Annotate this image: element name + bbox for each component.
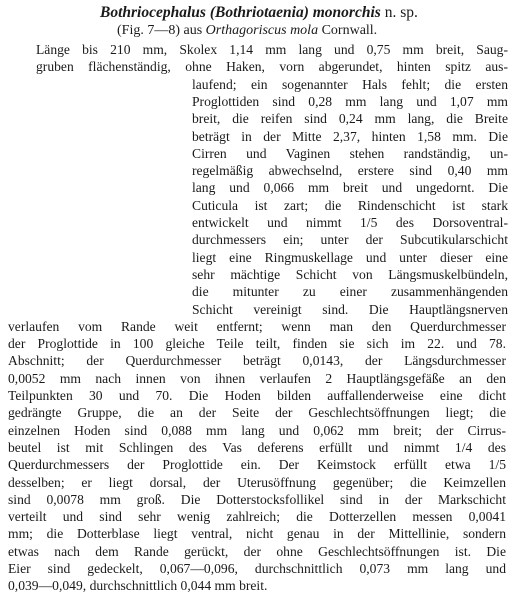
text-line: mm; die Dotterblase liegt ventral, nicht genau in der Mittellinie, sondern (8, 526, 506, 542)
text-line: regelmäßig abwechselnd, erstere sind 0,40 mm (192, 163, 508, 179)
text-line: Eier sind gedeckelt, 0,067—0,096, durchschnittlich 0,073 mm lang und (8, 561, 506, 576)
text-line: Teilpunkten 30 und 70. Die Hoden bilden auffallenderweise eine dicht (8, 388, 506, 403)
figure-reference: (Fig. 7—8) aus (117, 23, 203, 38)
text-line: Querdurchmessers der Proglottide ein. Der Keimstock erfüllt etwa 1/5 (8, 457, 506, 473)
text-line: beträgt in der Mitte 2,37, hinten 1,58 mm. Die (192, 128, 508, 144)
text-line: Abschnitt; der Querdurchmesser beträgt 0,0143, der Längsdurchmesser (8, 353, 506, 369)
collection-location: Cornwall. (321, 23, 378, 38)
text-line: Schicht vereinigt sind. Die Hauptlängsnerven (192, 301, 508, 317)
text-line: entwickelt und nimmt 1/5 des Dorsoventral- (192, 215, 508, 230)
text-line: etwas nach dem Rande gerückt, der ohne Geschlechtsöffnungen ist. Die (8, 543, 506, 559)
text-line: verlaufen vom Rande weit entfernt; wenn man den Querdurchmesser (8, 318, 506, 334)
text-line: beutel ist mit Schlingen des Vas deferens erfüllt und nimmt 1/4 des (8, 439, 506, 455)
text-line: Cuticula ist zart; die Rindenschicht ist stark (192, 197, 508, 213)
new-species-marker: n. sp. (384, 4, 418, 21)
text-line: 0,039—0,049, durchschnittlich 0,044 mm breit. (8, 578, 268, 594)
text-line: durchmessers ein; unter der Subcutikularschicht (192, 232, 508, 248)
text-line: gedrängte Gruppe, die an der Seite der Geschlechtsöffnungen liegt; die (8, 405, 506, 421)
text-line: desselben; er liegt dorsal, der Uterusöffnung gegenüber; die Keimzellen (8, 474, 506, 490)
host-name: Orthagoriscus mola (205, 23, 319, 38)
text-line: verteilt und sind sehr wenig zahlreich; die Dotterzellen messen 0,0041 (8, 509, 506, 525)
genus-name: Bothriocephalus (100, 4, 206, 21)
text-line: Cirren und Vaginen stehen randständig, un- (192, 145, 508, 161)
text-line: lang und 0,066 mm breit und ungedornt. Die (192, 180, 508, 196)
text-line: die mitunter zu einer zusammenhängenden (192, 284, 508, 300)
text-line: Proglottiden sind 0,28 mm lang und 1,07 mm (192, 93, 508, 109)
text-line: der Proglottide in 100 gleiche Teile teilt, finden sie sich im 22. und 78. (8, 336, 506, 352)
species-epithet: monorchis (312, 4, 381, 21)
species-subheading (117, 21, 377, 41)
text-line: laufend; ein sogenannter Hals fehlt; die ersten (192, 76, 508, 92)
text-line: Länge bis 210 mm, Skolex 1,14 mm lang und 0,75 mm breit, Saug- (36, 42, 508, 57)
text-line: liegt eine Ringmuskellage und unter dieser eine (192, 249, 508, 265)
text-line: gruben flächenständig, ohne Haken, vorn abgerundet, hinten spitz aus- (36, 59, 508, 75)
text-line: sind 0,0078 mm groß. Die Dotterstocksfollikel sind in der Markschicht (8, 491, 506, 507)
text-line: sehr mächtige Schicht von Längsmuskelbündeln, (192, 266, 508, 282)
subgenus-name: (Bothriotaenia) (209, 4, 309, 21)
text-line: einzelnen Hoden sind 0,088 mm lang und 0,062 mm breit; der Cirrus- (8, 422, 506, 438)
text-line: 0,0052 mm nach innen von ihnen verlaufen 2 Hauptlängsgefäße an den (8, 370, 506, 386)
text-line: breit, die reifen sind 0,24 mm lang, die Breite (192, 111, 508, 127)
